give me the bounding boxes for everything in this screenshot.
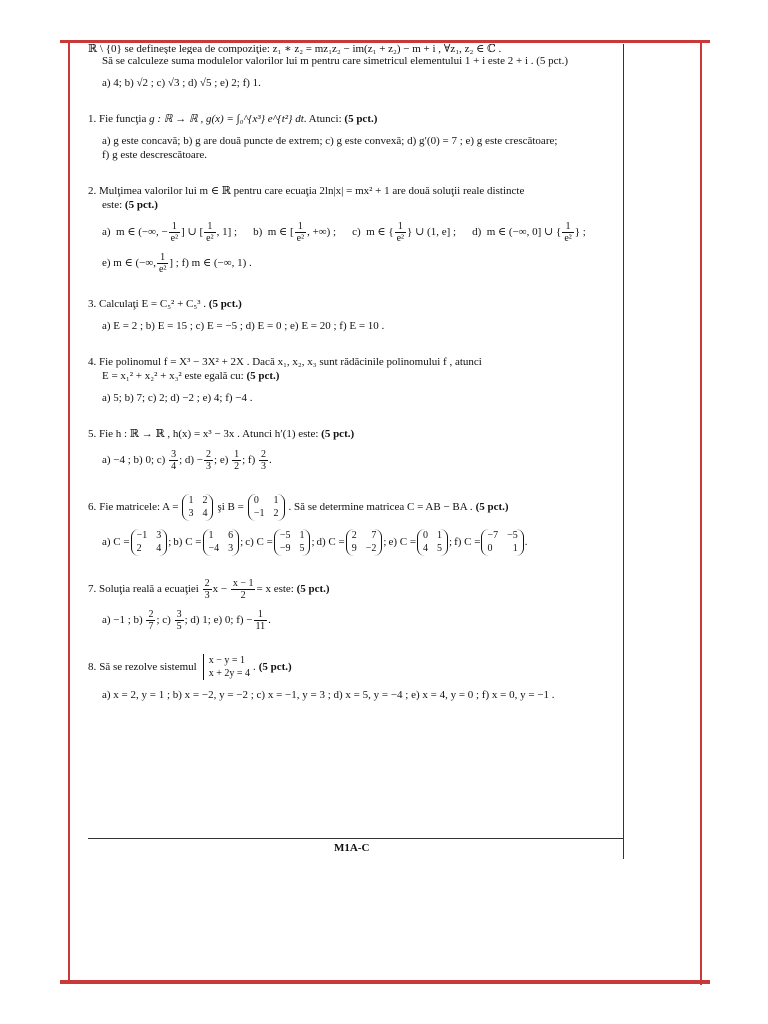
q3-number: 3. <box>88 297 97 310</box>
q6-option-a: a) C = −1 3 2 4 ; <box>102 529 171 556</box>
q6-option-f: f) C = −7 −5 0 1 . <box>454 529 527 556</box>
q5-text: Fie h : ℝ → ℝ , h(x) = x³ − 3x . Atunci h′(1) este: <box>99 427 319 440</box>
question-8: 8. Să se rezolve sistemul x − y = 1 x + 2y = 4 . (5 pct.) a) x = 2, y = 1 ; b) x = −2, y = −2 ; c) x = −1, y = 3 ; d) x = 5, y = −4 ; e) x = 4, y = 0 ; f) x = 0, y = −1 . <box>88 654 620 702</box>
fraction: $\frac{x - 1}{2}$ <box>232 578 254 602</box>
cut-line: ℝ \ {0} se defineşte legea de compoziţie: z₁ ∗ z₂ = mz₁z₂ − im(z₁ + z₂) − m + i , ∀z₁, z₂ ∈ ℂ . <box>88 43 502 54</box>
q6-option-c: c) C = −5 1 −9 5 ; <box>245 529 314 556</box>
q6-text-a: Fie matricele: A = <box>99 501 179 514</box>
q7-text-b: x − <box>212 583 228 596</box>
q2-number: 2. <box>88 185 97 198</box>
fraction: $\frac{1}{\text{e²}}$ <box>158 251 167 275</box>
q5-number: 5. <box>88 427 97 440</box>
q7-text-c: = x este: <box>256 583 294 596</box>
q2-points: (5 pct.) <box>124 199 158 212</box>
q2-answers-row1 <box>88 221 620 244</box>
q2-option-d: d) m ∈ (−∞, 0] ∪ { $\frac{1}{\text{e²}}$ } ; <box>472 220 586 244</box>
page-margin-line <box>623 44 624 859</box>
question-3 <box>88 297 620 333</box>
fraction: $\frac{1}{\text{e²}}$ <box>170 220 179 244</box>
question-5 <box>88 427 620 472</box>
fraction: $\frac{1}{\text{e²}}$ <box>396 220 405 244</box>
question-6 <box>88 494 620 556</box>
q7-answers: a) −1 ; b) $\frac{2}{7}$ ; c) $\frac{3}{5}$ ; d) 1; e) 0; f) − $\frac{1}{11}$ . <box>102 609 271 633</box>
q8-number: 8. <box>88 660 97 673</box>
q1-answers-line2: f) g este descrescătoare. <box>102 149 208 162</box>
paper-edge-right <box>700 40 702 985</box>
q1-points: (5 pct.) <box>344 113 378 126</box>
q8-points: (5 pct.) <box>258 660 292 673</box>
q6-text-b: şi B = <box>217 501 244 514</box>
equation-system: x − y = 1 x + 2y = 4 <box>203 654 250 680</box>
top-answers: a) 4; b) √2 ; c) √3 ; d) √5 ; e) 2; f) 1. <box>102 77 261 90</box>
q4-points: (5 pct.) <box>246 369 280 382</box>
q1-text-a: Fie funcţia <box>99 113 147 126</box>
q7-text-a: Soluţia reală a ecuaţiei <box>99 583 199 596</box>
q1-number: 1. <box>88 113 97 126</box>
q6-text-c: . Să se determine matricea C = AB − BA . <box>288 501 473 514</box>
matrix-a: 1 2 3 4 <box>182 494 213 521</box>
footer-rule <box>88 838 624 839</box>
fraction: $\frac{1}{2}$ <box>234 449 240 473</box>
fraction: $\frac{1}{\text{e²}}$ <box>564 220 572 244</box>
fraction: $\frac{1}{\text{e²}}$ <box>296 220 305 244</box>
q6-option-e: e) C = 0 1 4 5 ; <box>388 529 452 556</box>
q3-answers: a) E = 2 ; b) E = 15 ; c) E = −5 ; d) E = 0 ; e) E = 20 ; f) E = 10 . <box>102 319 385 332</box>
question-7 <box>88 578 620 632</box>
q4-answers: a) 5; b) 7; c) 2; d) −2 ; e) 4; f) −4 . <box>102 391 253 404</box>
q6-option-b: b) C = 1 6 −4 3 ; <box>173 529 243 556</box>
q8-text: Să se rezolve sistemul <box>99 660 197 673</box>
q4-text-line2: E = x₁² + x₂² + x₃² este egală cu: <box>102 369 244 382</box>
q1-formula: g : ℝ → ℝ , g(x) = ∫₀^{x³} e^{t²} dt <box>149 113 304 126</box>
q2-option-a: a) m ∈ (−∞, − $\frac{1}{\text{e²}}$ ] ∪ [ $\frac{1}{\text{e²}}$ , 1] ; <box>102 220 238 244</box>
exam-sheet <box>88 42 620 702</box>
top-fragment <box>88 42 620 90</box>
q6-number: 6. <box>88 501 97 514</box>
q3-points: (5 pct.) <box>208 297 242 310</box>
q3-text: Calculaţi E = C₅² + C₅³ . <box>99 297 207 310</box>
fraction: $\frac{2}{3}$ <box>261 449 267 473</box>
q1-answers-line1: a) g este concavă; b) g are două puncte de extrem; c) g este convexă; d) g′(0) = 7 ; e) g este crescătoare; <box>102 135 558 148</box>
fraction: $\frac{1}{11}$ <box>255 609 266 633</box>
q2-answers-row2: e) m ∈ (−∞, $\frac{1}{\text{e²}}$ ] ; f) m ∈ (−∞, 1) . <box>102 251 252 275</box>
top-question: Să se calculeze suma modulelor valorilor lui m pentru care simetricul elementului 1 + i este 2 + i . (5 pct.) <box>102 55 569 67</box>
q1-text-c: . Atunci: <box>303 113 342 126</box>
page-footer: M1A-C <box>334 842 370 854</box>
paper-edge-left <box>68 40 70 980</box>
fraction: $\frac{2}{3}$ <box>206 449 212 473</box>
fraction: $\frac{2}{7}$ <box>148 609 154 633</box>
q5-answers: a) −4 ; b) 0; c) $\frac{3}{4}$ ; d) − $\frac{2}{3}$ ; e) $\frac{1}{2}$ ; f) $\frac{2}{3}$ . <box>102 449 272 473</box>
q2-text-line2: este: <box>102 199 123 212</box>
fraction: $\frac{3}{5}$ <box>176 609 182 633</box>
q7-number: 7. <box>88 583 97 596</box>
q4-number: 4. <box>88 355 97 368</box>
q5-points: (5 pct.) <box>321 427 355 440</box>
q2-text-line1: Mulţimea valorilor lui m ∈ ℝ pentru care ecuaţia 2ln|x| = mx² + 1 are două soluţii reale distincte <box>99 185 525 198</box>
question-4 <box>88 355 620 405</box>
paper-edge-bottom <box>60 980 710 984</box>
q4-text-line1: Fie polinomul f = X³ − 3X² + 2X . Dacă x₁, x₂, x₃ sunt rădăcinile polinomului f , atunci <box>99 355 482 368</box>
q6-option-d: d) C = 2 7 9 −2 ; <box>317 529 387 556</box>
matrix-b: 0 1 −1 2 <box>248 494 285 521</box>
fraction: $\frac{2}{3}$ <box>204 578 210 602</box>
question-1 <box>88 112 620 162</box>
question-2 <box>88 184 620 274</box>
q6-points: (5 pct.) <box>475 501 509 514</box>
q8-answers: a) x = 2, y = 1 ; b) x = −2, y = −2 ; c) x = −1, y = 3 ; d) x = 5, y = −4 ; e) x = 4, y = 0 ; f) x = 0, y = −1 . <box>102 689 555 702</box>
q6-answers <box>88 529 620 556</box>
fraction: $\frac{1}{\text{e²}}$ <box>206 220 214 244</box>
q7-points: (5 pct.) <box>296 583 330 596</box>
q2-option-c: c) m ∈ { $\frac{1}{\text{e²}}$ } ∪ (1, e] ; <box>352 220 457 244</box>
fraction: $\frac{3}{4}$ <box>171 449 177 473</box>
q2-option-b: b) m ∈ [ $\frac{1}{\text{e²}}$ , +∞) ; <box>253 220 337 244</box>
